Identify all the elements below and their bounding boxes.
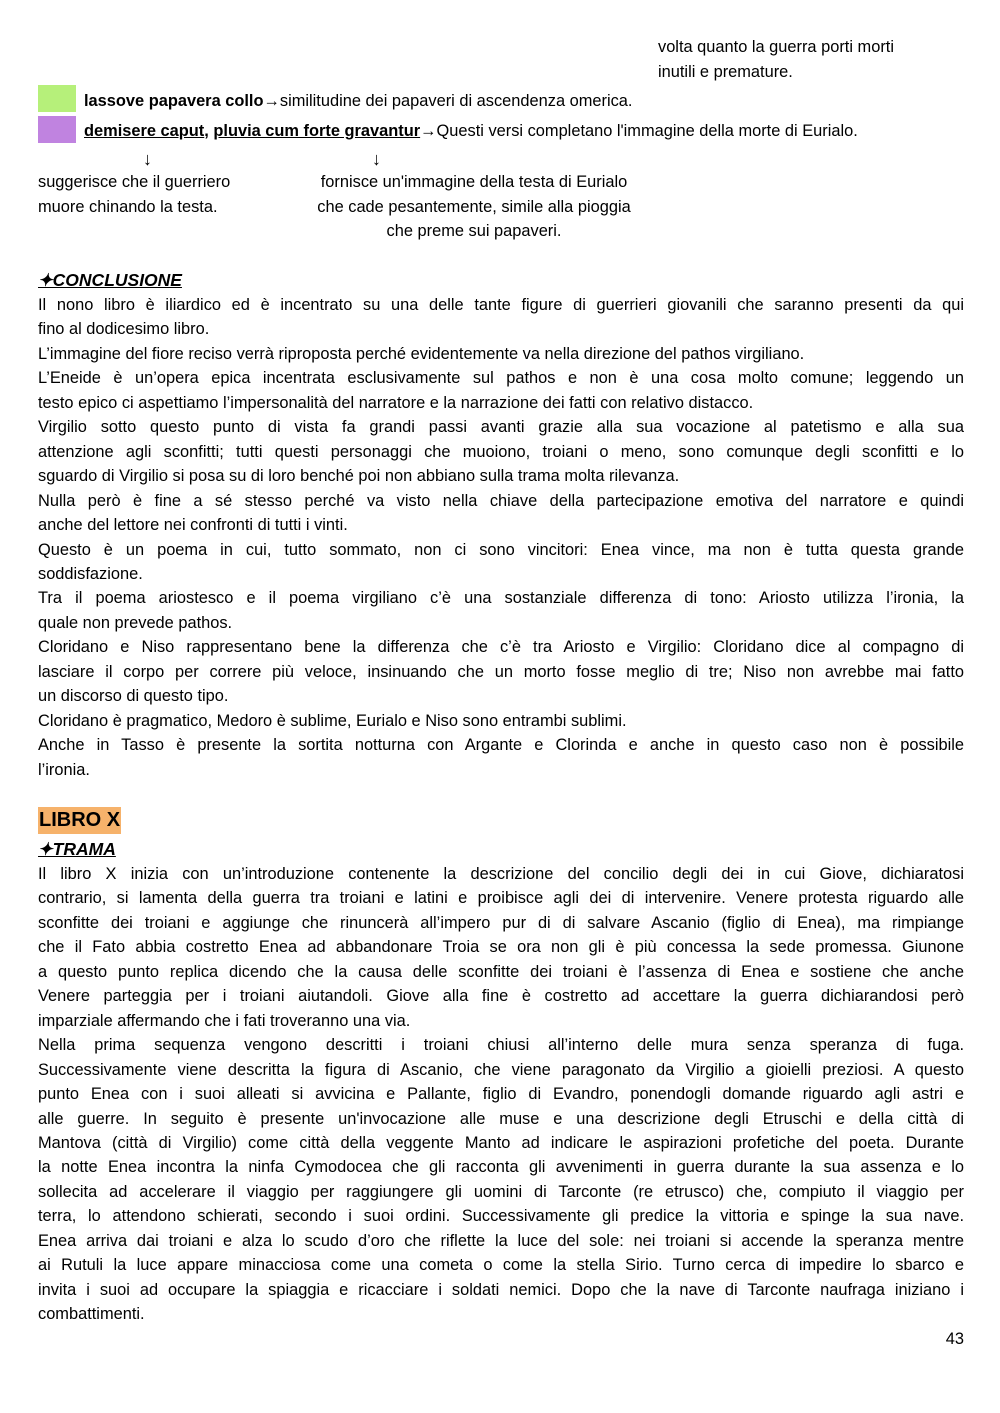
note-line: che cade pesantemente, simile alla pioggia xyxy=(317,197,631,216)
continuation-line: inutili e premature. xyxy=(658,62,793,81)
paragraph-line: contrario, si lamenta della guerra tra troiani e latini e proibisce agli dei di intervenire. Venere protesta riguardo alle xyxy=(38,889,964,908)
right-arrow-icon: → xyxy=(420,122,437,140)
paragraph-line: alle guerre. In seguito è presente un'invocazione alle muse e una descrizione degli Etruschi e della città di xyxy=(38,1109,964,1128)
note-left xyxy=(38,170,230,219)
paragraph-line: anche del lettore nei confronti di tutti i vinti. xyxy=(38,516,348,535)
paragraph-line: testo epico ci aspettiamo l’impersonalità del narratore e la narrazione dei fatti con relativo distacco. xyxy=(38,393,754,412)
page-number: 43 xyxy=(945,1330,964,1348)
paragraph-line: Nulla però è fine a sé stesso perché va visto nella chiave della partecipazione emotiva del narratore e quindi xyxy=(38,491,964,510)
paragraph-line: soddisfazione. xyxy=(38,564,143,583)
paragraph-line: terra, lo attendono schierati, secondo i suoi ordini. Successivamente gli predice la vittoria e spinge la sua nave. xyxy=(38,1207,964,1226)
paragraph-line: Nella prima sequenza vengono descritti i troiani chiusi all’interno delle mura senza speranza di fuga. xyxy=(38,1036,964,1055)
paragraph-line: Venere parteggia per i troiani aiutandoli. Giove alla fine è costretto ad accettare la guerra dichiarandosi però xyxy=(38,987,964,1006)
paragraph-line: L’immagine del fiore reciso verrà riproposta perché evidentemente va nella direzione del pathos virgiliano. xyxy=(38,344,805,363)
legend-comma: , xyxy=(204,122,209,140)
legend-term: pluvia cum forte gravantur xyxy=(213,122,421,140)
paragraph-line: Enea arriva dai troiani e alza lo scudo d’oro che riflette la luce del sole: nei troiani si accende la speranza mentre xyxy=(38,1231,964,1250)
paragraph-line: sollecita ad accelerare il viaggio per raggiungere gli uomini di Tarconte (re etrusco) che, compiuto il viaggio per xyxy=(38,1182,964,1201)
legend-term: demisere caput xyxy=(84,122,205,140)
paragraph-line: ai Rutuli la luce appare minacciosa come una cometa o come la stella Sirio. Turno cerca di impedire lo sbarco e xyxy=(38,1256,964,1275)
down-arrow-icon: ↓ xyxy=(372,149,381,169)
paragraph-line: lasciare il corpo per correre più veloce, insinuando che un morto fosse meglio di tre; Niso non avrebbe mai fatto xyxy=(38,662,964,681)
legend-text: similitudine dei papaveri di ascendenza omerica. xyxy=(279,92,633,110)
paragraph-line: Cloridano è pragmatico, Medoro è sublime, Eurialo e Niso sono entrambi sublimi. xyxy=(38,711,627,730)
paragraph-line: Cloridano e Niso rappresentano bene la differenza che c’è tra Ariosto e Virgilio: Cloridano dice al compagno di xyxy=(38,638,964,657)
legend-item-papavera xyxy=(84,89,1000,114)
note-line: che preme sui papaveri. xyxy=(386,222,562,240)
down-arrow-icon: ↓ xyxy=(143,149,152,169)
purple-highlight-swatch xyxy=(38,116,76,143)
paragraph-line: sconfitte dei troiani e aggiunge che rinuncerà all’impero pur di di salvare Ascanio (figlio di Enea), ma rimpiange xyxy=(38,913,964,932)
paragraph-line: Anche in Tasso è presente la sortita notturna con Argante e Clorinda e anche in questo caso non è possibile xyxy=(38,736,964,755)
paragraph-line: sguardo di Virgilio si posa su di loro benché poi non abbiano sulla trama molta rilevanza. xyxy=(38,467,680,486)
paragraph-line: Il nono libro è iliardico ed è incentrato su una delle tante figure di guerrieri giovanili che saranno presenti da qui xyxy=(38,296,964,314)
paragraph-line: la notte Enea incontra la ninfa Cymodocea che gli racconta gli avvenimenti in guerra durante la sua assenza e lo xyxy=(38,1158,964,1177)
paragraph-line: fino al dodicesimo libro. xyxy=(38,320,210,339)
paragraph-line: a questo punto replica dicendo che la causa delle sconfitte dei troiani è l’assenza di Enea e sostiene che anche xyxy=(38,962,964,981)
paragraph-line: quale non prevede pathos. xyxy=(38,613,233,632)
legend-term: lassove papavera collo xyxy=(84,92,264,110)
legend-item-demisere xyxy=(84,119,1000,144)
paragraph-line: Virgilio sotto questo punto di vista fa grandi passi avanti grazie alla sua vocazione al patetismo e alla sua xyxy=(38,418,964,437)
legend-text: Questi versi completano l'immagine della morte di Eurialo. xyxy=(436,122,858,140)
paragraph-line: Mantova (città di Virgilio) come città della veggente Manto ad indicare le aspirazioni profetiche del poeta. Durante xyxy=(38,1133,964,1152)
note-right xyxy=(293,170,655,244)
paragraph-line: Il libro X inizia con un’introduzione contenente la descrizione del concilio degli dei in cui Giove, dichiaratosi xyxy=(38,865,964,883)
paragraph-line: Tra il poema ariostesco e il poema virgiliano c’è una sostanziale differenza di tono: Ariosto utilizza l’ironia, la xyxy=(38,589,964,608)
paragraph-line: combattimenti. xyxy=(38,1305,145,1324)
note-line: muore chinando la testa. xyxy=(38,197,218,216)
section-heading-trama: ✦TRAMA xyxy=(38,839,116,859)
paragraph-line: L’Eneide è un’opera epica incentrata esclusivamente sul pathos e non è una cosa molto comune; leggendo un xyxy=(38,369,964,388)
paragraph-line: invita i suoi ad occupare la spiaggia e ricacciare i soldati nemici. Dopo che la nave di Tarconte naufraga iniziano i xyxy=(38,1280,964,1299)
chapter-title: LIBRO X xyxy=(38,807,121,834)
paragraph-line: imparziale affermando che i fati troveranno una via. xyxy=(38,1011,411,1030)
continuation-text xyxy=(658,35,894,84)
paragraph-line: un discorso di questo tipo. xyxy=(38,687,229,706)
paragraph-line: attenzione agli sconfitti; tutti questi personaggi che muoiono, troiani o meno, sono comunque degli sconfitti e lo xyxy=(38,442,964,461)
paragraph-line: Questo è un poema in cui, tutto sommato, non ci sono vincitori: Enea vince, ma non è tutta questa grande xyxy=(38,540,964,559)
continuation-line: volta quanto la guerra porti morti xyxy=(658,38,894,56)
paragraph-line: che il Fato abbia costretto Enea ad abbandonare Troia se ora non gli è più concessa la sede promessa. Giunone xyxy=(38,938,964,957)
paragraph-line: l’ironia. xyxy=(38,760,90,779)
note-line: fornisce un'immagine della testa di Eurialo xyxy=(320,173,628,191)
paragraph-line: Successivamente viene descritta la figura di Ascanio, che viene paragonato da Virgilio a gioielli preziosi. A questo xyxy=(38,1060,964,1079)
note-line: suggerisce che il guerriero xyxy=(38,173,231,191)
green-highlight-swatch xyxy=(38,85,76,112)
paragraph-line: punto Enea con i suoi alleati si avvicina e Pallante, figlio di Evandro, ponendogli domande riguardo agli astri e xyxy=(38,1085,964,1104)
section-heading-conclusione: ✦CONCLUSIONE xyxy=(38,270,182,290)
right-arrow-icon: → xyxy=(263,92,280,110)
